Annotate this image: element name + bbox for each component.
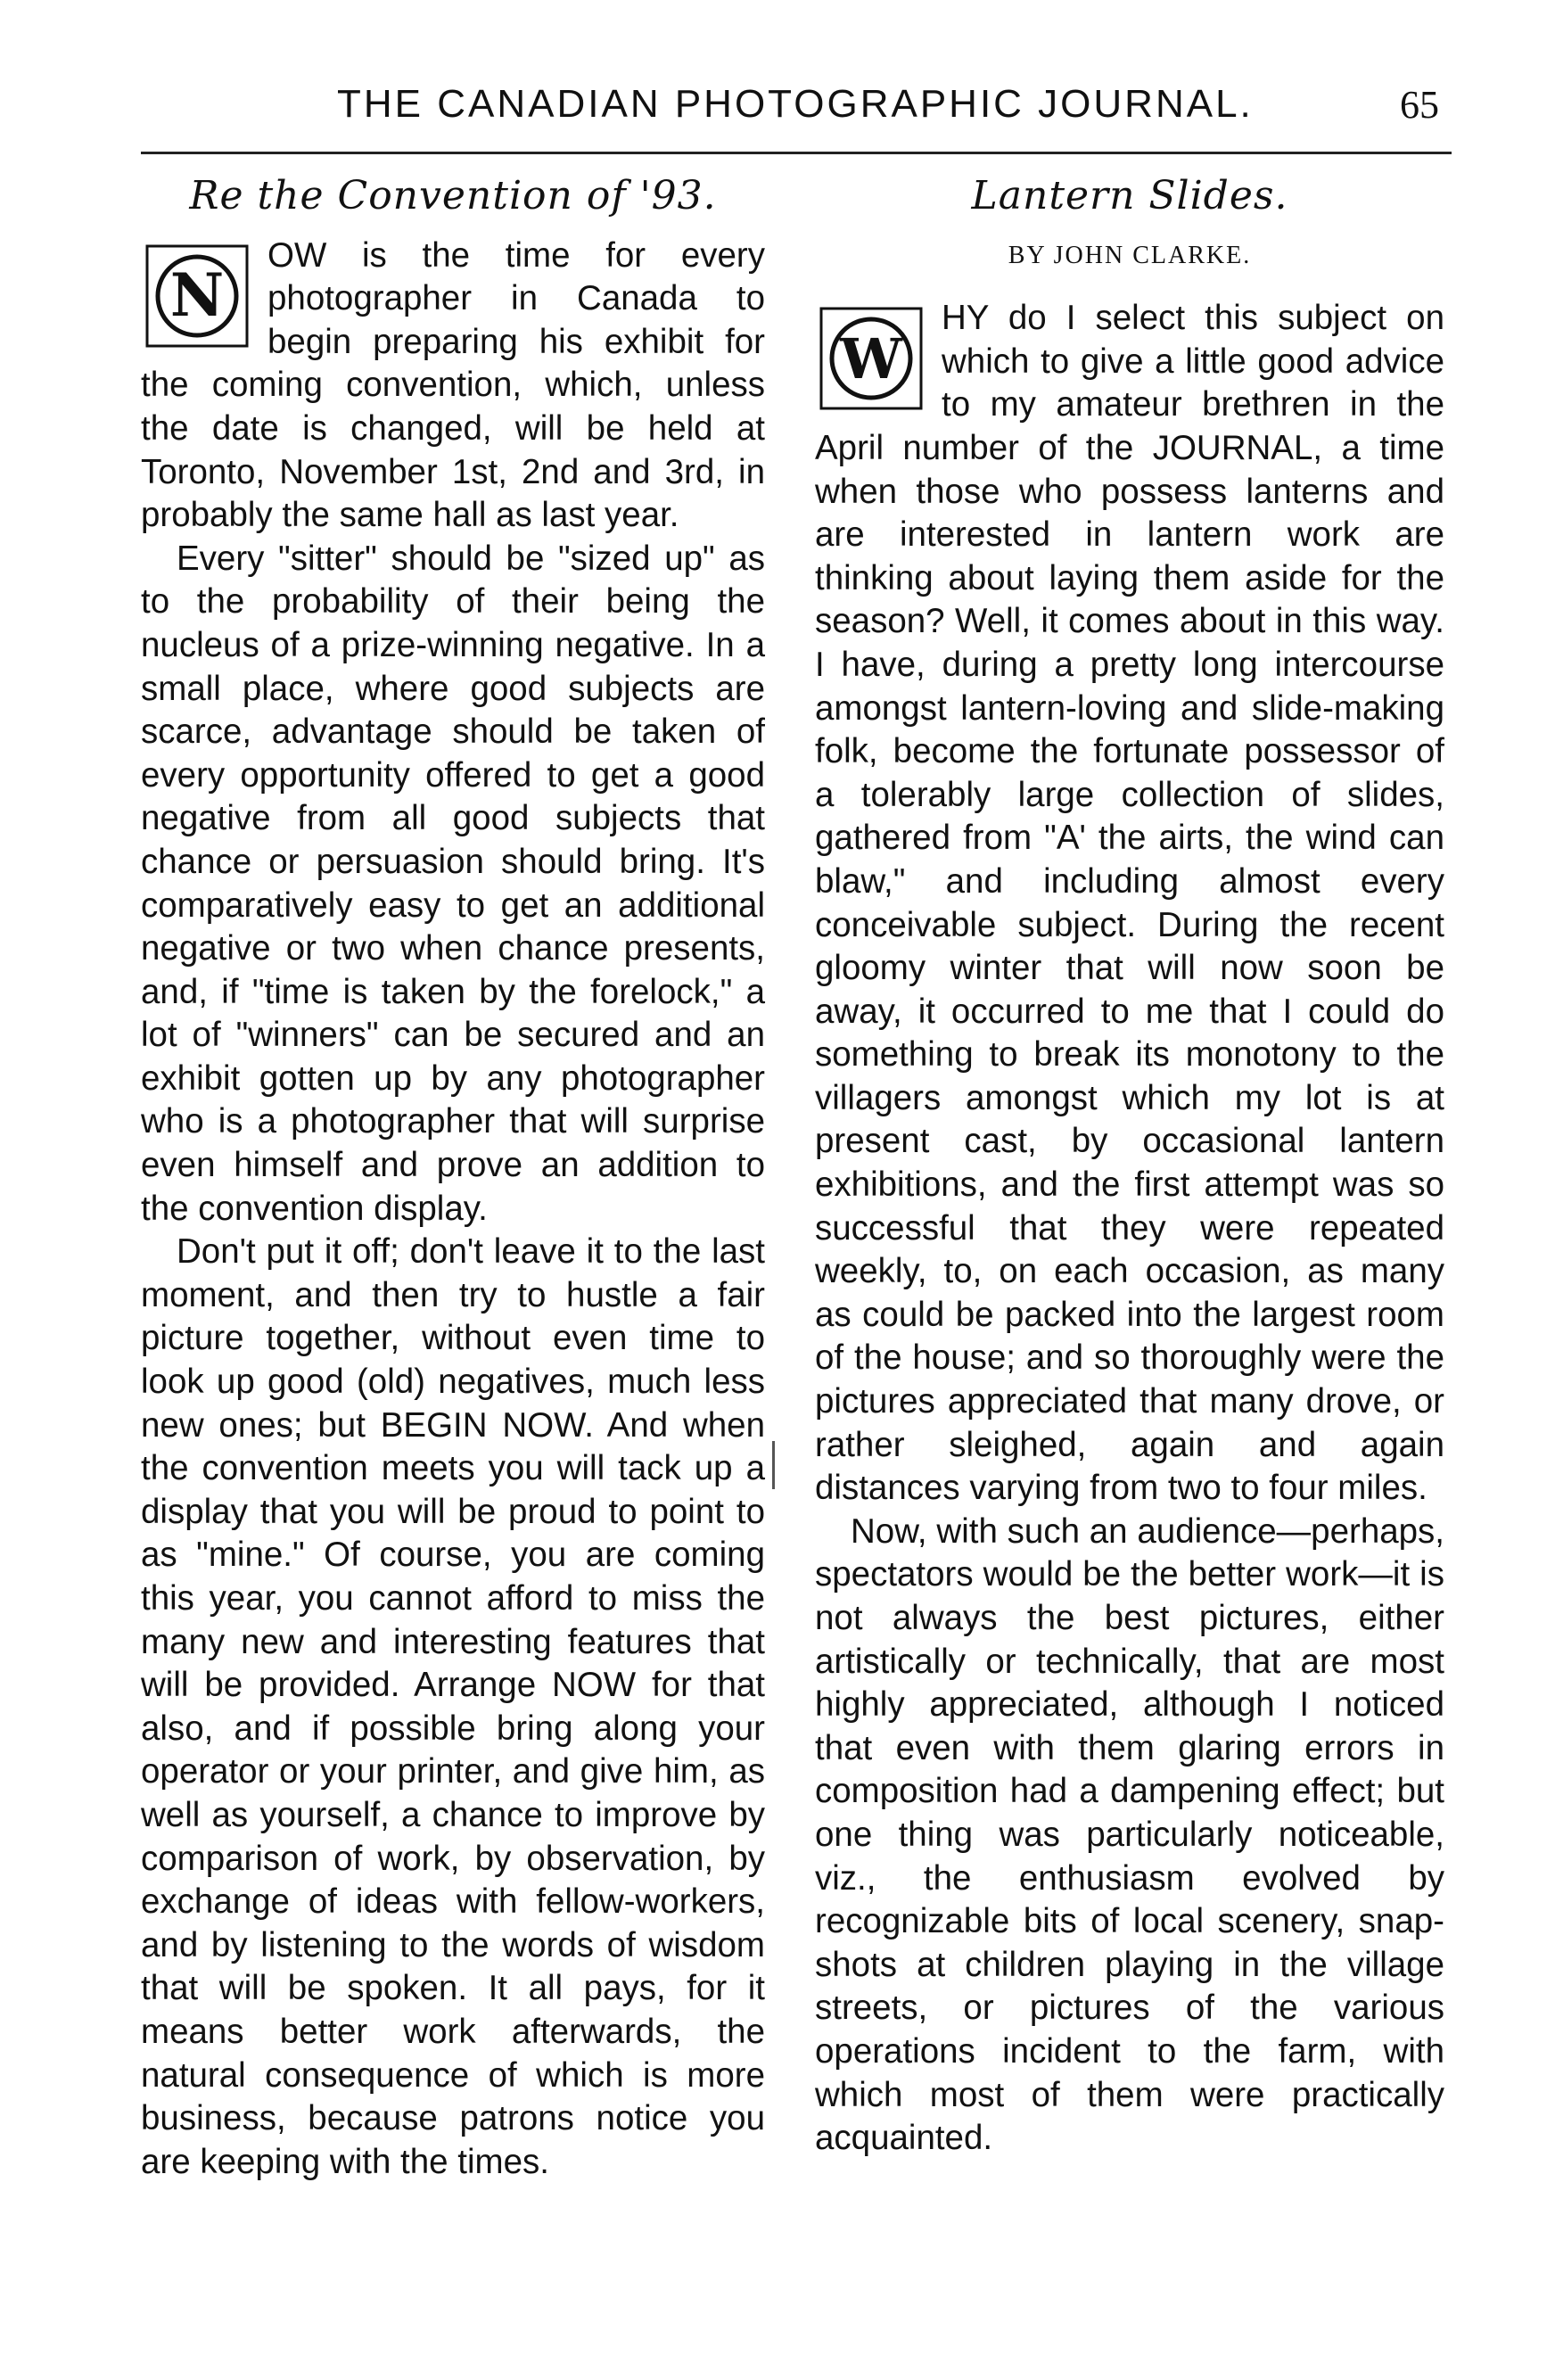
left-column (141, 175, 765, 2184)
dropcap-letter-left: N (169, 259, 225, 330)
header-rule (141, 152, 1452, 154)
right-article-title: Lantern Slides. (971, 173, 1288, 218)
right-paragraph-2: Now, with such an audience—perhaps, spectators would be the better work—it is not always the best pictures, either artistically or technically, that are most highly appreciated, although I noticed that even with them glaring errors in composition had a dampening effect; but one thing was particularly noticeable, viz., the enthusiasm evolved by recognizable bits of local scenery, snap-shots at children playing in the village streets, or pictures of the various operations incident to the farm, with which most of them were practically acquainted. (815, 1511, 1444, 2158)
left-article-title: Re the Convention of '93. (189, 173, 717, 218)
ornamental-initial-n-icon (141, 240, 253, 352)
byline: BY JOHN CLARKE. (1008, 241, 1252, 269)
dropcap-letter-right: W (840, 326, 902, 392)
page-header (141, 82, 1452, 136)
left-paragraph-2: Every "sitter" should be "sized up" as to the probability of their being the nucleus of a prize-winning negative. In a small place, where good subjects are scarce, advantage should be taken of every opportunity offered to get a good negative from all good subjects that chance or persuasion should bring. It's comparatively easy to get an additional negative or two when chance presents, and, if "time is taken by the forelock," a lot of "winners" can be secured and an exhibit gotten up by any photographer who is a photographer that will surprise even himself and prove an addition to the convention display. (141, 539, 765, 1228)
right-column (815, 175, 1444, 2161)
left-paragraph-1: OW is the time for every photographer in Canada to begin preparing his exhibit for the coming convention, which, unless the date is changed, will be held at Toronto, November 1st, 2nd and 3rd, in probably the same hall as last year. (141, 235, 765, 535)
margin-mark (772, 1441, 802, 1489)
right-paragraph-1: HY do I select this subject on which to give a little good advice to my amateur brethren in the April number of the JOURNAL, a time when those who possess lanterns and are interested in lantern work are thinking about laying them aside for the season? Well, it comes about in this way. I have, during a pretty long intercourse amongst lantern-loving and slide-making folk, become the fortunate possessor of a tolerably large collection of slides, gathered from "A' the airts, the wind can blaw," and including almost every conceivable subject. During the recent gloomy winter that will now soon be away, it occurred to me that I could do something to break its monotony to the villagers amongst which my lot is at present cast, by occasional lantern exhibitions, and the first attempt was so successful that they were repeated weekly, to, on each occasion, as many as could be packed into the largest room of the house; and so thoroughly were the pictures appreciated that many drove, or rather sleighed, again and again distances varying from two to four miles. (815, 299, 1444, 1508)
left-paragraph-3: Don't put it off; don't leave it to the last moment, and then try to hustle a fair picture together, without even time to look up good (old) negatives, much less new ones; but BEGIN NOW. And when the convention meets you will tack up a display that you will be proud to point to as "mine." Of course, you are coming this year, you cannot afford to miss the many new and interesting features that will be provided. Arrange NOW for that also, and if possible bring along your operator or your printer, and give him, as well as yourself, a chance to improve by comparison of work, by observation, by exchange of ideas with fellow-workers, and by listening to the words of wisdom that will be spoken. It all pays, for it means better work afterwards, the natural consequence of which is more business, because patrons notice you are keeping with the times. (141, 1232, 765, 2181)
ornamental-initial-w-icon (815, 302, 927, 415)
running-head: THE CANADIAN PHOTOGRAPHIC JOURNAL. (337, 82, 1254, 126)
page-number: 65 (1400, 83, 1439, 127)
